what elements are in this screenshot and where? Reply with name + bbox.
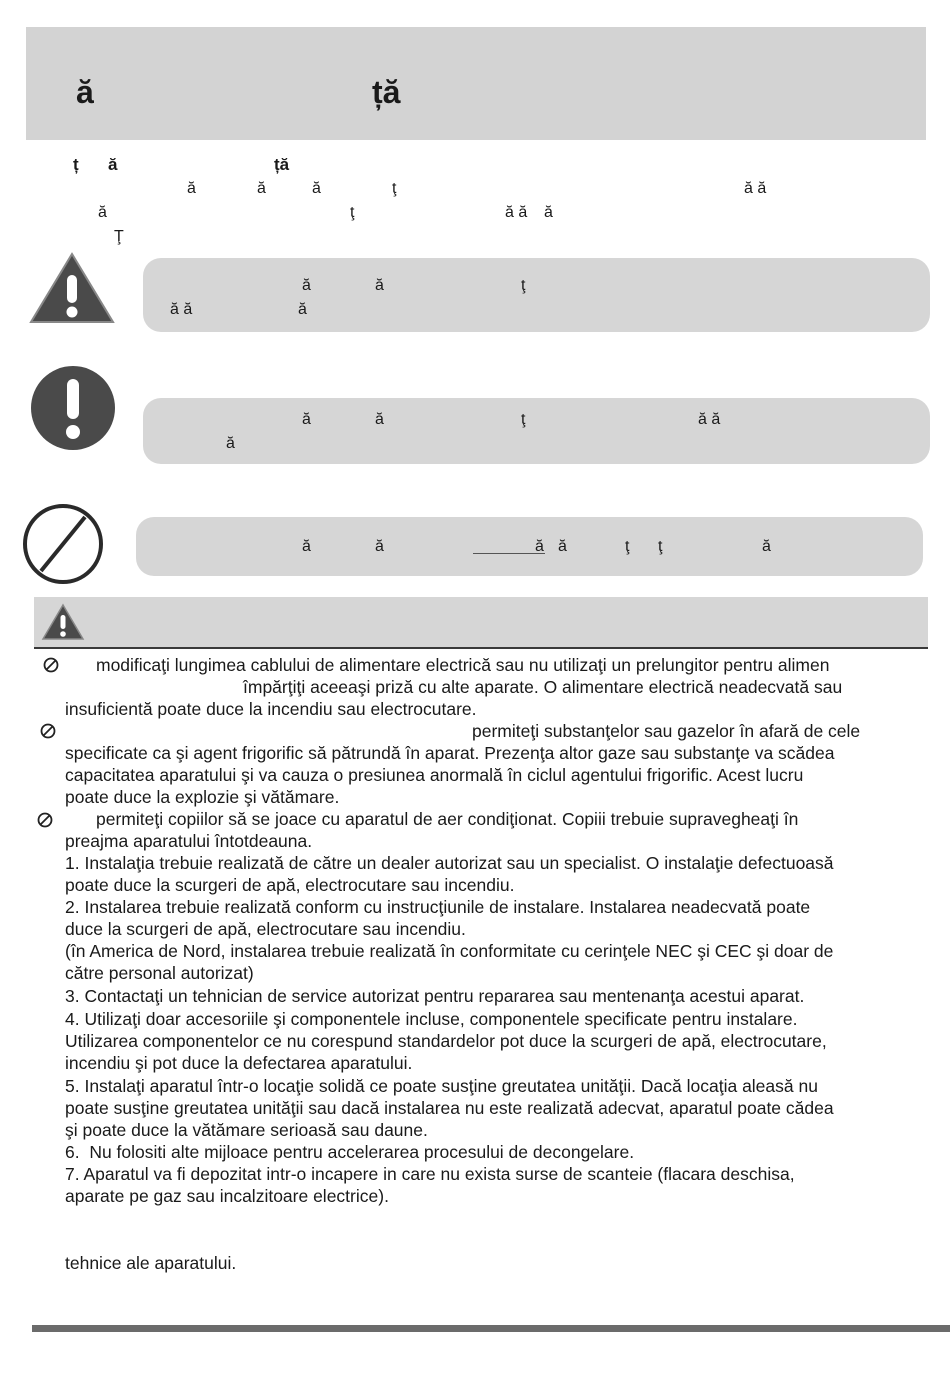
prohibited-frag: ă xyxy=(375,538,384,555)
warning-section-header xyxy=(34,597,928,649)
intro-frag: ă xyxy=(187,180,196,197)
numbered-line: poate duce la scurgeri de apă, electrocutare sau incendiu. xyxy=(65,875,515,895)
body-line: preajma aparatului întotdeauna. xyxy=(65,831,313,851)
caution-frag: ă xyxy=(375,411,384,428)
warning-frag: ă xyxy=(302,277,311,294)
numbered-line: către personal autorizat) xyxy=(65,963,254,983)
exclamation-circle-icon xyxy=(30,365,116,451)
caution-frag: ă ă xyxy=(698,411,721,428)
intro-frag: ă ă xyxy=(744,180,767,197)
intro-frag: ă xyxy=(108,155,118,174)
intro-frag: ă xyxy=(98,204,107,221)
trailing-line: tehnice ale aparatului. xyxy=(65,1253,237,1273)
intro-frag: ă xyxy=(257,180,266,197)
prohibited-frag: ţ xyxy=(625,538,630,555)
numbered-line: Utilizarea componentelor ce nu corespund standardelor pot duce la scurgeri de apă, electrocutare, xyxy=(65,1031,827,1051)
body-line: specificate ca şi agent frigorific să pătrundă în aparat. Prezenţa altor gaze sau substanţe va scădea xyxy=(65,743,835,763)
intro-frag: ță xyxy=(274,155,290,174)
prohibition-icon xyxy=(43,657,59,673)
body-line: modificaţi lungimea cablului de alimentare electrică sau nu utilizaţi un prelungitor pentru alimen xyxy=(96,655,830,675)
numbered-line: (în America de Nord, instalarea trebuie realizată în conformitate cu cerinţele NEC şi CEC şi doar de xyxy=(65,941,834,961)
body-line: permiteţi copiilor să se joace cu aparatul de aer condiţionat. Copiii trebuie supravegheaţi în xyxy=(96,809,799,829)
body-line: poate duce la explozie şi vătămare. xyxy=(65,787,340,807)
body-line: permiteţi substanţelor sau gazelor în afară de cele xyxy=(472,721,861,741)
prohibited-frag: ă xyxy=(302,538,311,555)
numbered-line: 4. Utilizaţi doar accesoriile şi componentele incluse, componentele specificate pentru instalare. xyxy=(65,1009,798,1029)
numbered-line: poate susţine greutatea unităţii sau dacă instalarea nu este realizată adecvat, aparatul poate cădea xyxy=(65,1098,834,1118)
numbered-line: 2. Instalarea trebuie realizată conform cu instrucţiunile de instalare. Instalarea neadecvată poate xyxy=(65,897,811,917)
header-band xyxy=(26,27,926,140)
caution-notice-box xyxy=(143,398,930,464)
numbered-line: 5. Instalaţi aparatul într-o locaţie solidă ce poate susţine greutatea unităţii. Dacă locaţia aleasă nu xyxy=(65,1076,818,1096)
warning-frag: ă xyxy=(298,301,307,318)
body-line: împărţiţi aceeaşi priză cu alte aparate. O alimentare electrică neadecvată sau xyxy=(243,677,843,697)
numbered-line: incendiu şi pot duce la defectarea aparatului. xyxy=(65,1053,413,1073)
intro-frag: ă ă xyxy=(505,204,528,221)
warning-frag: ă xyxy=(375,277,384,294)
prohibited-frag: ţ xyxy=(658,538,663,555)
intro-frag: ă xyxy=(312,180,321,197)
warning-triangle-icon xyxy=(41,603,85,641)
warning-frag: ă ă xyxy=(170,301,193,318)
warning-frag: ţ xyxy=(521,277,526,294)
intro-frag: ț xyxy=(73,155,79,174)
intro-frag: ţ xyxy=(350,204,355,221)
prohibited-frag: ă xyxy=(558,538,567,555)
caution-frag: ă xyxy=(226,435,235,452)
prohibition-icon xyxy=(40,723,56,739)
body-line: capacitatea aparatului şi va cauza o presiunea anormală în ciclul agentului frigorific. Acest lucru xyxy=(65,765,804,785)
prohibition-icon xyxy=(22,503,104,585)
numbered-line: 6. Nu folositi alte mijloace pentru accelerarea procesului de decongelare. xyxy=(65,1142,635,1162)
numbered-line: aparate pe gaz sau incalzitoare electrice). xyxy=(65,1186,389,1206)
warning-triangle-icon xyxy=(28,251,116,325)
warning-notice-box xyxy=(143,258,930,332)
intro-frag: ă xyxy=(544,204,553,221)
prohibited-notice-box xyxy=(136,517,923,576)
numbered-line: 7. Aparatul va fi depozitat intr-o incapere in care nu exista surse de scanteie (flacara deschisa, xyxy=(65,1164,795,1184)
prohibited-frag: ă xyxy=(762,538,771,555)
body-line: insuficientă poate duce la incendiu sau electrocutare. xyxy=(65,699,477,719)
intro-frag: ţ xyxy=(392,180,397,197)
caution-frag: ă xyxy=(302,411,311,428)
numbered-line: 3. Contactaţi un tehnician de service autorizat pentru repararea sau mentenanţa acestui aparat. xyxy=(65,986,805,1006)
title-fragment-2: ță xyxy=(372,74,401,110)
prohibited-frag: ă xyxy=(535,538,544,555)
numbered-line: 1. Instalaţia trebuie realizată de către un dealer autorizat sau un specialist. O instalaţie defectuoasă xyxy=(65,853,834,873)
numbered-line: duce la scurgeri de apă, electrocutare sau incendiu. xyxy=(65,919,466,939)
footer-rule xyxy=(32,1325,950,1332)
prohibition-icon xyxy=(37,812,53,828)
intro-frag: Ţ xyxy=(114,228,124,245)
title-fragment-1: ă xyxy=(76,74,94,110)
numbered-line: şi poate duce la vătămare serioasă sau daune. xyxy=(65,1120,428,1140)
caution-frag: ţ xyxy=(521,411,526,428)
